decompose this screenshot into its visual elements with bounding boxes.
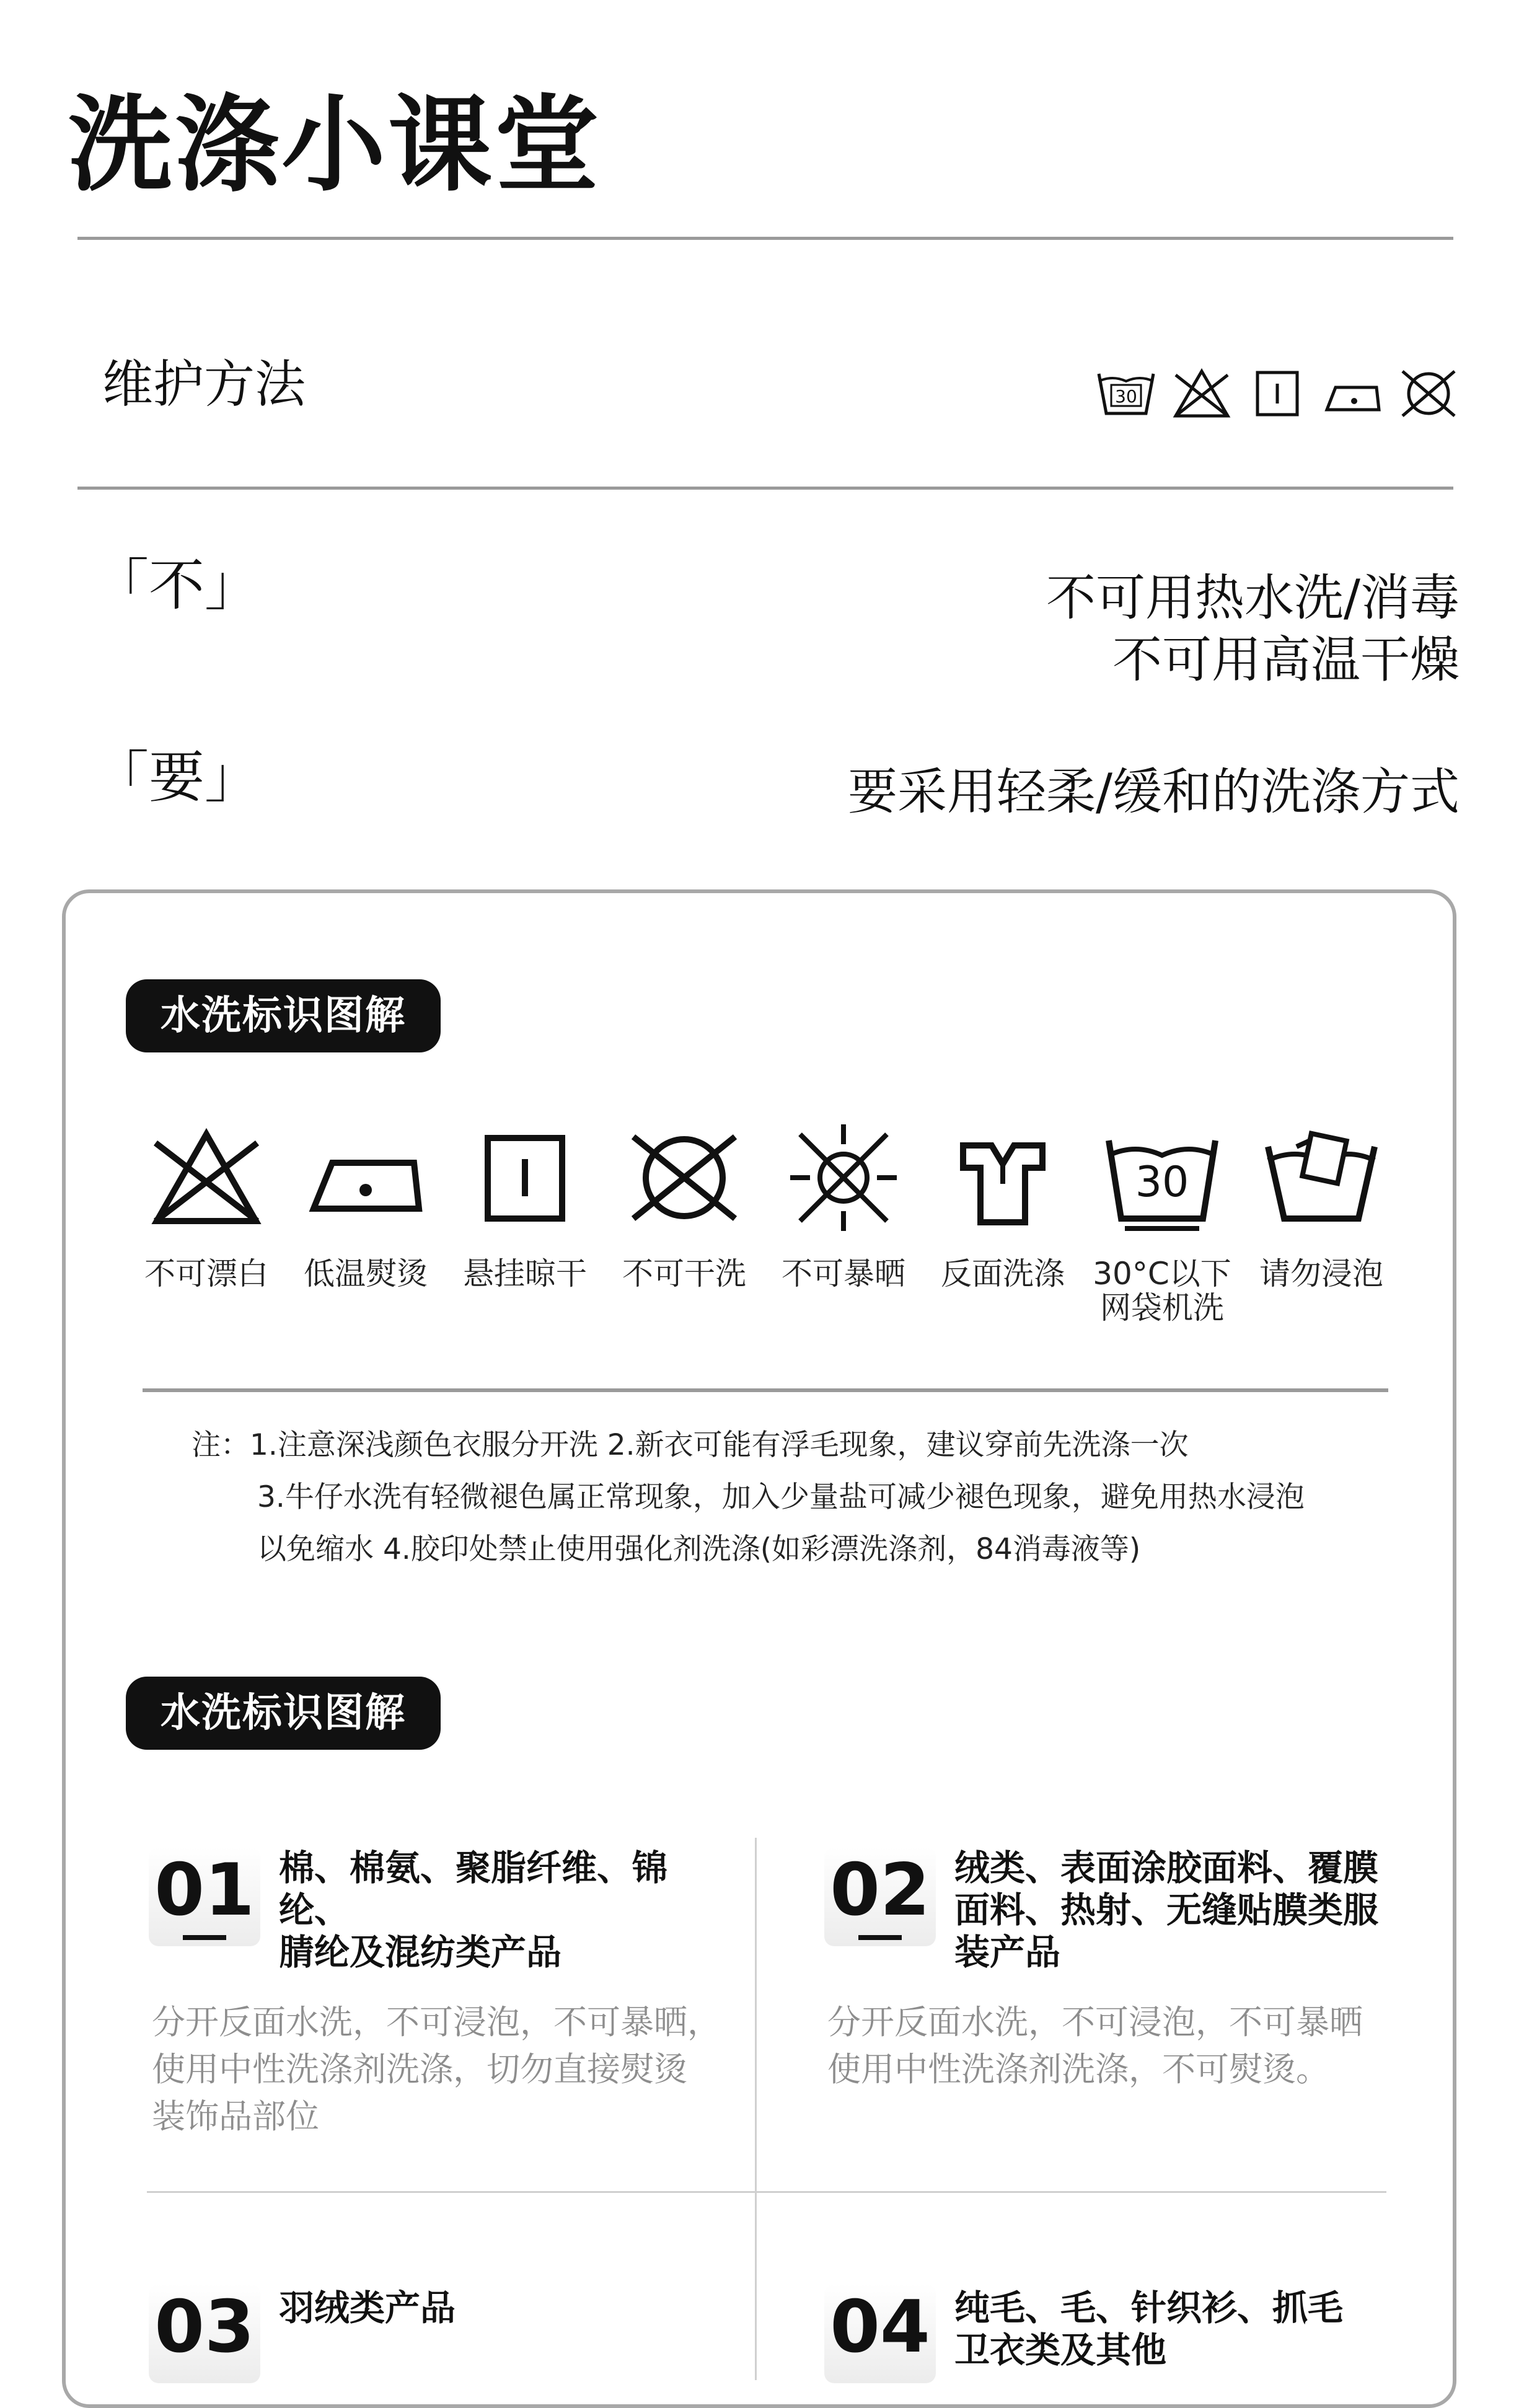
symbol-label: 低温熨烫 xyxy=(304,1256,428,1292)
no-dry-clean-icon xyxy=(1398,363,1460,425)
no-rule-text xyxy=(1046,567,1460,691)
product-description xyxy=(152,1999,728,2140)
hang-dry-icon xyxy=(1246,363,1308,425)
no-rule-line: 不可用热水洗/消毒 xyxy=(1046,569,1460,627)
symbol-label: 请勿浸泡 xyxy=(1259,1256,1383,1292)
product-number: 01 xyxy=(154,1848,255,1932)
symbol-label: 悬挂晾干 xyxy=(463,1256,587,1292)
title-divider xyxy=(77,237,1453,240)
product-title xyxy=(954,1847,1413,1974)
yes-rule-tag: 「要」 xyxy=(93,745,260,810)
product-number-badge xyxy=(149,1847,260,1946)
product-number: 02 xyxy=(830,1848,930,1932)
symbol-label: 不可干洗 xyxy=(622,1256,746,1292)
symbol-label: 不可暴晒 xyxy=(782,1256,905,1292)
no-soak-icon xyxy=(1259,1116,1383,1240)
product-desc-line: 使用中性洗涤剂洗涤，切勿直接熨烫 xyxy=(152,2050,687,2089)
product-desc-line: 使用中性洗涤剂洗涤，不可熨烫。 xyxy=(827,2050,1329,2089)
note-line: 3.牛仔水洗有轻微褪色属正常现象，加入少量盐可减少褪色现象，避免用热水浸泡 xyxy=(257,1480,1305,1514)
no-dry-clean-icon xyxy=(622,1116,746,1240)
product-title xyxy=(279,1847,738,1974)
section-title-pill: 水洗标识图解 xyxy=(126,1677,441,1750)
symbol-hang-dry xyxy=(444,1116,606,1291)
product-title xyxy=(279,2287,738,2329)
product-description xyxy=(827,1999,1404,2093)
care-icons-row xyxy=(1095,363,1460,425)
product-title-line: 纯毛、毛、针织衫、抓毛 xyxy=(954,2288,1343,2329)
symbol-label-line: 网袋机洗 xyxy=(1100,1290,1224,1326)
symbol-label-line: 30°C以下 xyxy=(1093,1256,1231,1292)
product-title-line: 卫衣类及其他 xyxy=(954,2330,1166,2371)
product-desc-line: 分开反面水洗，不可浸泡，不可暴晒， xyxy=(152,2003,721,2042)
note-line: 以免缩水 4.胶印处禁止使用强化剂洗涤(如彩漂洗涤剂，84消毒液等) xyxy=(257,1532,1141,1566)
product-title-line: 绒类、表面涂胶面料、覆膜 xyxy=(954,1848,1378,1889)
product-title-line: 面料、热射、无缝贴膜类服 xyxy=(954,1890,1378,1931)
symbol-no-bleach xyxy=(126,1116,287,1291)
product-title xyxy=(954,2287,1413,2371)
symbol-label xyxy=(1081,1257,1243,1325)
svg-text:30: 30 xyxy=(1115,386,1137,407)
symbols-divider xyxy=(143,1388,1388,1392)
no-rule-line: 不可用高温干燥 xyxy=(1112,631,1460,689)
page-title: 洗涤小课堂 xyxy=(68,84,601,206)
note-line: 注：1.注意深浅颜色衣服分开洗 2.新衣可能有浮毛现象，建议穿前先洗涤一次 xyxy=(192,1428,1189,1462)
svg-text:30: 30 xyxy=(1135,1158,1189,1207)
symbol-iron-low xyxy=(285,1116,446,1291)
no-rule-tag: 「不」 xyxy=(93,553,260,618)
symbol-wash-30 xyxy=(1081,1116,1243,1325)
product-title-line: 腈纶及混纺类产品 xyxy=(279,1932,562,1973)
product-number-badge xyxy=(149,2284,260,2383)
symbol-label: 不可漂白 xyxy=(144,1256,268,1292)
iron-low-icon xyxy=(304,1116,428,1240)
product-title-line: 棉、棉氨、聚脂纤维、锦纶、 xyxy=(279,1848,667,1931)
product-number: 03 xyxy=(154,2285,255,2369)
number-underline xyxy=(858,1935,902,1940)
symbol-no-soak xyxy=(1241,1116,1402,1291)
yes-rule-text: 要采用轻柔/缓和的洗涤方式 xyxy=(848,763,1460,821)
symbol-no-sun xyxy=(763,1116,924,1291)
wash-30-icon xyxy=(1095,363,1157,425)
symbol-label: 反面洗涤 xyxy=(941,1256,1065,1292)
product-title-line: 羽绒类产品 xyxy=(279,2288,456,2329)
product-number: 04 xyxy=(830,2285,930,2369)
wash-30-icon xyxy=(1100,1116,1224,1240)
care-divider xyxy=(77,487,1453,490)
grid-horizontal-divider xyxy=(147,2191,1386,2193)
product-number-badge xyxy=(824,1847,936,1946)
grid-vertical-divider xyxy=(755,1838,757,2380)
no-sun-icon xyxy=(782,1116,905,1240)
inside-out-shirt-icon xyxy=(941,1116,1065,1240)
symbol-no-dry-clean xyxy=(604,1116,765,1291)
symbol-inside-out xyxy=(922,1116,1083,1291)
product-number-badge xyxy=(824,2284,936,2383)
product-title-line: 装产品 xyxy=(954,1932,1060,1973)
section-title-pill: 水洗标识图解 xyxy=(126,979,441,1052)
care-notes xyxy=(192,1419,1305,1576)
hang-dry-icon xyxy=(463,1116,587,1240)
no-bleach-icon xyxy=(144,1116,268,1240)
number-underline xyxy=(183,1935,226,1940)
product-desc-line: 装饰品部位 xyxy=(152,2097,319,2136)
iron-low-icon xyxy=(1322,363,1384,425)
product-desc-line: 分开反面水洗，不可浸泡，不可暴晒 xyxy=(827,2003,1363,2042)
care-method-label: 维护方法 xyxy=(102,355,306,414)
no-bleach-icon xyxy=(1171,363,1233,425)
